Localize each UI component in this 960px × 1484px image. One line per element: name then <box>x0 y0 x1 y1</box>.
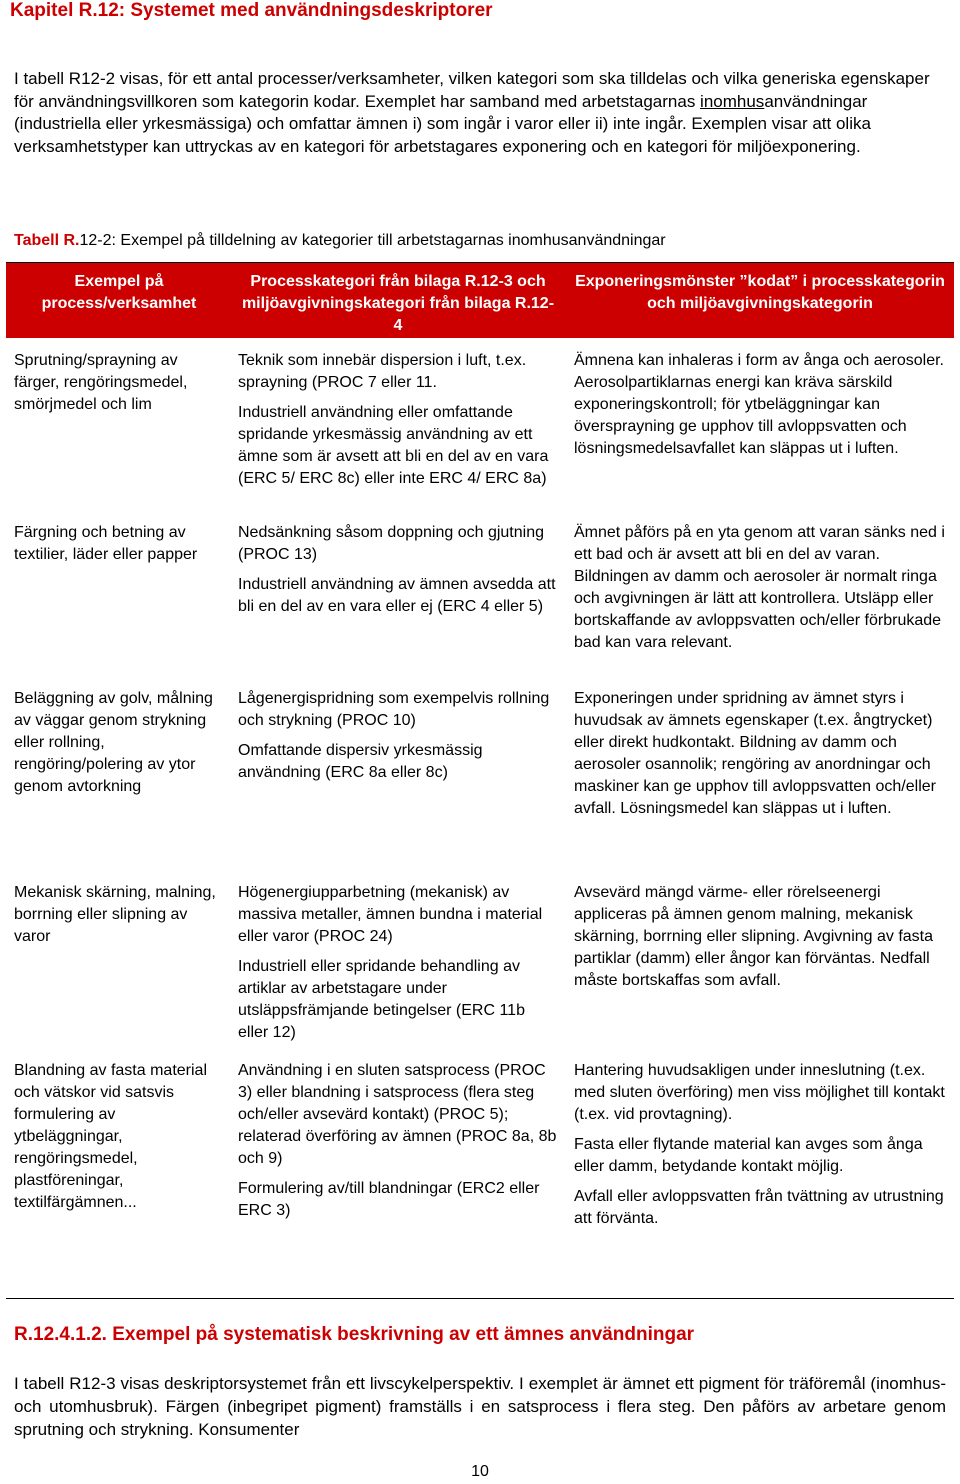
table-row <box>6 1056 954 1298</box>
cell-category: Högenergiupparbetning (mekanisk) av massiva metaller, ämnen bundna i material eller varor (PROC 24) <box>238 884 543 945</box>
cell-category: Industriell användning av ämnen avsedda att bli en del av en vara eller ej (ERC 4 eller 5) <box>238 576 556 615</box>
category-table <box>6 262 954 1299</box>
table-row <box>6 686 954 876</box>
page-number: 10 <box>471 1463 489 1480</box>
cell-pattern: Ämnet påförs på en yta genom att varan sänks ned i ett bad och är avsett att bli en del av varan. Bildningen av damm och aerosoler är normalt ringa och avgivningen är lätt att kontrollera. Utsläpp eller bortskaffande av avloppsvatten och/eller förbrukade bad kan vara relevant. <box>574 524 945 651</box>
cell-category: Industriell användning eller omfattande spridande yrkesmässig användning av ett ämne som är avsett att bli en del av en vara (ERC 5/ ERC 8c) eller inte ERC 4/ ERC 8a) <box>238 404 549 487</box>
section-subheading: R.12.4.1.2. Exempel på systematisk beskrivning av ett ämnes användningar <box>14 1324 695 1345</box>
cell-process: Blandning av fasta material och vätskor vid satsvis formulering av ytbeläggningar, rengöringsmedel, plastföreningar, textilfärgämnen... <box>14 1062 207 1211</box>
header-process: Exempel på process/verksamhet <box>41 273 197 312</box>
outro-paragraph: I tabell R12-3 visas deskriptorsystemet från ett livscykelperspektiv. I exemplet är ämnet ett pigment för träföremål (inomhus- och utomhusbruk). Färgen (inbegripet pigment) framställs i en satsprocess i flera steg. Den påförs av arbetare genom sprutning och strykning. Konsumenter <box>14 1374 946 1439</box>
cell-pattern: Exponeringen under spridning av ämnet styrs i huvudsak av ämnets egenskaper (t.ex. ångtrycket) eller direkt hudkontakt. Bildning av damm och aerosoler osannolik; rengöring av anordningar och maskiner kan ge upphov till avloppsvatten och/eller avfall. Lösningsmedel kan släppas ut i luften. <box>574 690 936 817</box>
intro-text-b: användningar (industriella eller yrkesmässiga) och omfattar ämnen i) som ingår i varor eller ii) inte ingår. Exemplen visar att olika verksamhetstyper kan uttryckas av en kategori för arbetstagares exponering och en kategori för miljöexponering. <box>14 91 871 156</box>
cell-pattern: Avsevärd mängd värme- eller rörelseenergi appliceras på ämnen genom malning, mekanisk skärning, borrning eller slipning. Avgivning av fasta partiklar (damm) eller ångor kan förväntas. Nedfall måste bortskaffas som avfall. <box>574 884 934 989</box>
cell-process: Beläggning av golv, målning av väggar genom strykning eller rollning, rengöring/polering av ytor genom avtorkning <box>14 690 213 795</box>
cell-process: Mekanisk skärning, malning, borrning eller slipning av varor <box>14 884 216 945</box>
intro-underlined: inomhus <box>700 91 765 111</box>
table-bottom-rule <box>6 1298 954 1299</box>
cell-category: Teknik som innebär dispersion i luft, t.ex. sprayning (PROC 7 eller 11. <box>238 352 527 391</box>
cell-process: Sprutning/sprayning av färger, rengöringsmedel, smörjmedel och lim <box>14 352 188 413</box>
cell-category: Lågenergispridning som exempelvis rollning och strykning (PROC 10) <box>238 690 550 729</box>
cell-pattern: Avfall eller avloppsvatten från tvättning av utrustning att förvänta. <box>574 1188 944 1227</box>
cell-pattern: Hantering huvudsakligen under inneslutning (t.ex. med sluten överföring) men viss möjlighet till kontakt (t.ex. vid provtagning). <box>574 1062 945 1123</box>
cell-category: Omfattande dispersiv yrkesmässig användning (ERC 8a eller 8c) <box>238 742 483 781</box>
table-row <box>6 876 954 1056</box>
table-row <box>6 518 954 686</box>
cell-process: Färgning och betning av textilier, läder eller papper <box>14 524 198 563</box>
intro-text-a: I tabell R12-2 visas, för ett antal processer/verksamheter, vilken kategori som ska tilldelas och vilka generiska egenskaper för användningsvillkoren som kategorin kodar. Exemplet har samband med arbetstagarnas <box>14 69 930 111</box>
cell-pattern: Fasta eller flytande material kan avges som ånga eller damm, betydande kontakt möjlig. <box>574 1136 923 1175</box>
cell-category: Industriell eller spridande behandling av artiklar av arbetstagare under utsläppsfrämjande betingelser (ERC 11b eller 12) <box>238 958 525 1041</box>
table-caption <box>14 231 666 251</box>
cell-category: Formulering av/till blandningar (ERC2 eller ERC 3) <box>238 1180 540 1219</box>
caption-label: Tabell R. <box>14 232 80 249</box>
caption-text: 12-2: Exempel på tilldelning av kategorier till arbetstagarnas inomhusanvändningar <box>79 232 666 249</box>
cell-category: Nedsänkning såsom doppning och gjutning (PROC 13) <box>238 524 544 563</box>
table-header <box>6 263 954 338</box>
chapter-heading: Kapitel R.12: Systemet med användningsdeskriptorer <box>10 0 493 21</box>
header-pattern: Exponeringsmönster ”kodat” i processkategorin och miljöavgivningskategorin <box>575 273 945 312</box>
intro-paragraph <box>14 68 950 158</box>
cell-pattern: Ämnena kan inhaleras i form av ånga och aerosoler. Aerosolpartiklarnas energi kan kräva särskild exponeringskontroll; för ytbeläggningar kan översprayning ge upphov till avloppsvatten och lösningsmedelsavfallet kan släppas ut i luften. <box>574 352 944 457</box>
header-category: Processkategori från bilaga R.12-3 och miljöavgivningskategori från bilaga R.12-4 <box>241 273 555 334</box>
table-row <box>6 338 954 518</box>
cell-category: Användning i en sluten satsprocess (PROC 3) eller blandning i satsprocess (flera steg och/eller avsevärd kontakt) (PROC 5); relaterad överföring av ämnen (PROC 8a, 8b och 9) <box>238 1062 557 1167</box>
